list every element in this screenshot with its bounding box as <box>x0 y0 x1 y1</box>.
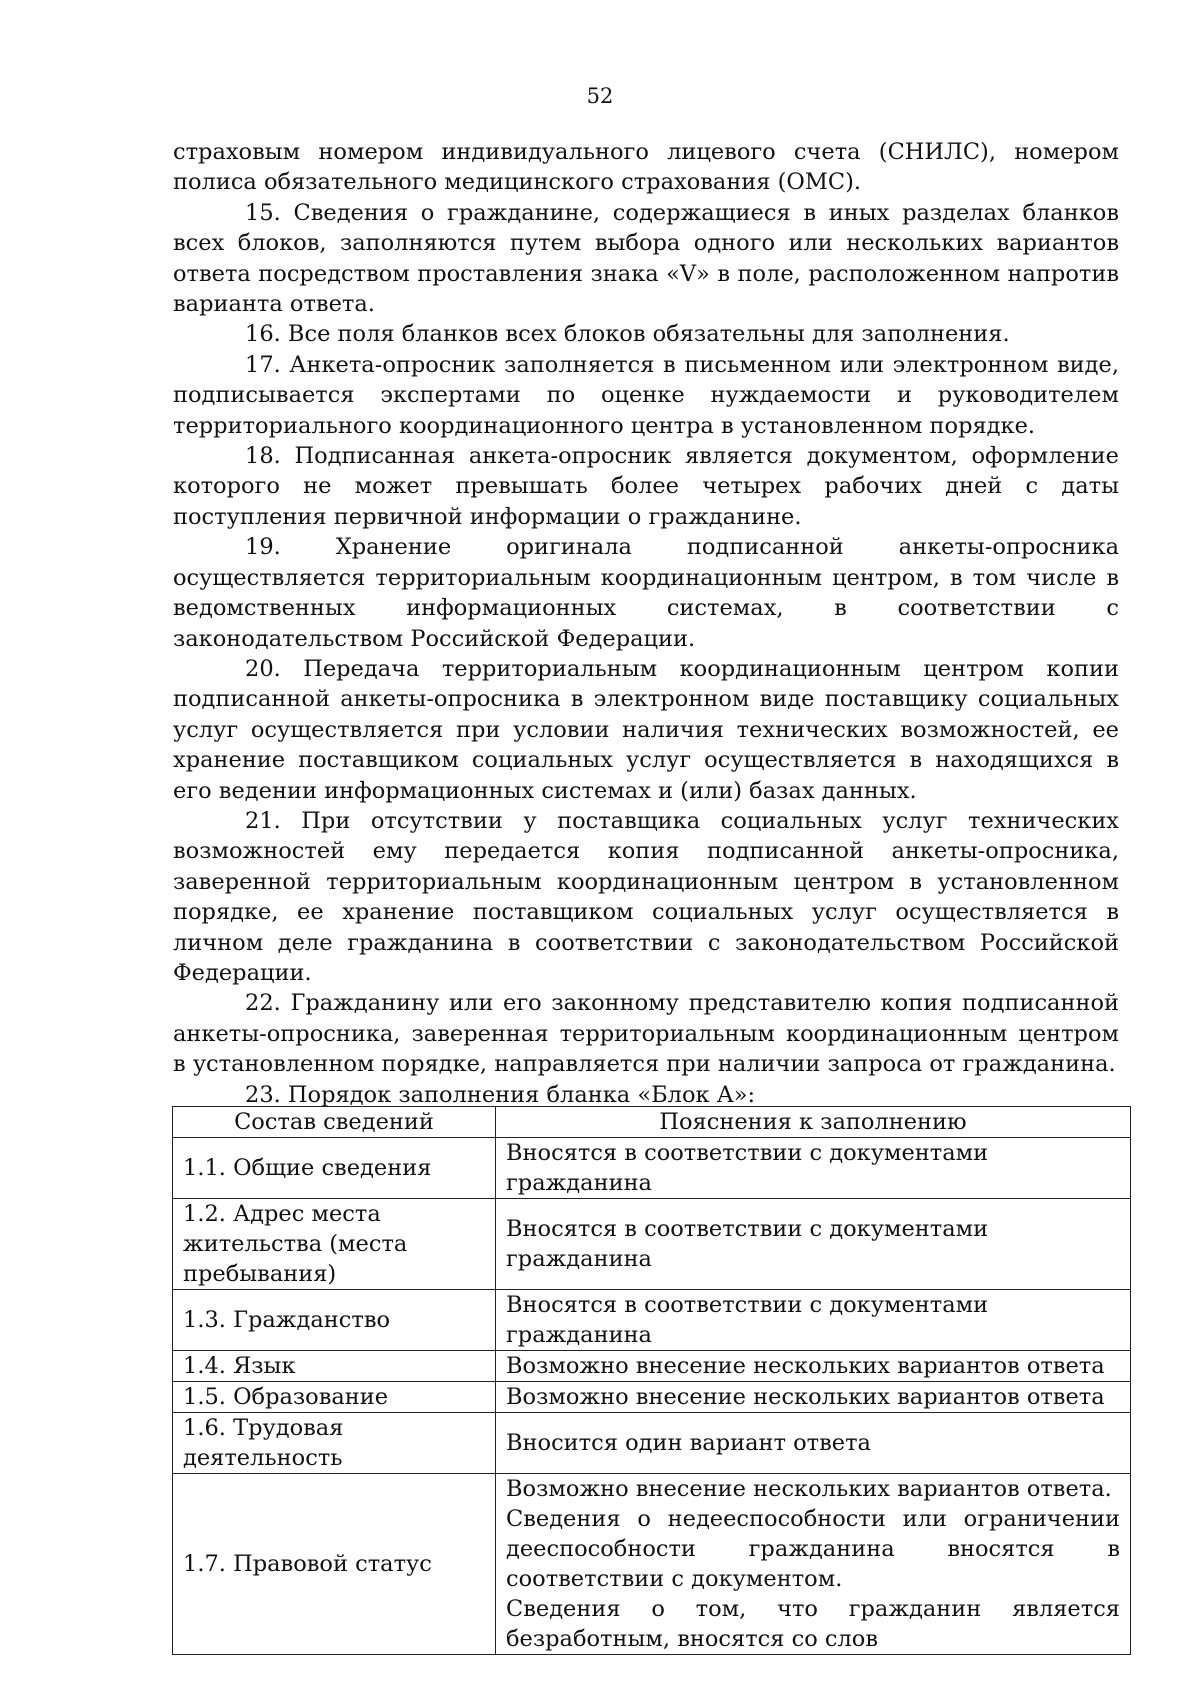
table-cell-note: Возможно внесение нескольких вариантов ответа <box>496 1382 1131 1413</box>
table-cell-item: 1.6. Трудовая деятельность <box>173 1413 496 1474</box>
table-cell-item: 1.5. Образование <box>173 1382 496 1413</box>
table-cell-item: 1.3. Гражданство <box>173 1290 496 1351</box>
table-cell-note: Вносятся в соответствии с документами гражданина <box>496 1138 1131 1199</box>
note-line: Сведения о недееспособности или ограничении дееспособности гражданина вносятся в соответствии с документом. <box>506 1506 1120 1592</box>
table-cell-note <box>496 1474 1131 1655</box>
filling-order-table <box>172 1106 1131 1655</box>
table-row <box>173 1413 1131 1474</box>
paragraph-22: 22. Гражданину или его законному представителю копия подписанной анкеты-опросника, заверенная территориальным координационным центром в установленном порядке, направляется при наличии запроса от гражданина. <box>173 990 1119 1078</box>
note-line: Возможно внесение нескольких вариантов ответа. <box>506 1476 1112 1502</box>
table-cell-item: 1.4. Язык <box>173 1351 496 1382</box>
table-header-row <box>173 1107 1131 1138</box>
paragraph-continuation: страховым номером индивидуального лицевого счета (СНИЛС), номером полиса обязательного медицинского страхования (ОМС). <box>173 139 1119 196</box>
paragraph-15: 15. Сведения о гражданине, содержащиеся в иных разделах бланков всех блоков, заполняются путем выбора одного или нескольких вариантов ответа посредством проставления знака «V» в поле, расположенном напротив варианта ответа. <box>173 199 1119 318</box>
table-row <box>173 1351 1131 1382</box>
column-header-explanation: Пояснения к заполнению <box>496 1107 1131 1138</box>
table-cell-note: Возможно внесение нескольких вариантов ответа <box>496 1351 1131 1382</box>
paragraph-16: 16. Все поля бланков всех блоков обязательны для заполнения. <box>245 321 1010 348</box>
paragraph-17: 17. Анкета-опросник заполняется в письменном или электронном виде, подписывается экспертами по оценке нуждаемости и руководителем территориального координационного центра в установленном порядке. <box>173 351 1119 439</box>
paragraph-18: 18. Подписанная анкета-опросник является документом, оформление которого не может превышать более четырех рабочих дней с даты поступления первичной информации о гражданине. <box>173 443 1119 530</box>
page-number: 52 <box>586 84 614 108</box>
block-a-table <box>172 1106 1130 1655</box>
table-cell-note: Вносится один вариант ответа <box>496 1413 1131 1474</box>
paragraph-23: 23. Порядок заполнения бланка «Блок А»: <box>245 1081 756 1108</box>
paragraph-21: 21. При отсутствии у поставщика социальных услуг технических возможностей ему передается копия подписанной анкеты-опросника, заверенной территориальным координационным центром в установленном порядке, ее хранение поставщиком социальных услуг осуществляется в личном деле гражданина в соответствии с законодательством Российской Федерации. <box>173 807 1119 986</box>
body-text <box>173 137 1119 1110</box>
note-line: Сведения о том, что гражданин является безработным, вносятся со слов <box>506 1596 1120 1652</box>
table-row <box>173 1382 1131 1413</box>
table-row <box>173 1474 1131 1655</box>
table-row <box>173 1199 1131 1290</box>
table-row <box>173 1138 1131 1199</box>
table-row <box>173 1290 1131 1351</box>
table-cell-item: 1.7. Правовой статус <box>173 1474 496 1655</box>
table-cell-note: Вносятся в соответствии с документами гражданина <box>496 1290 1131 1351</box>
paragraph-19: 19. Хранение оригинала подписанной анкеты-опросника осуществляется территориальным координационным центром, в том числе в ведомственных информационных системах, в соответствии с законодательством Российской Федерации. <box>173 534 1119 652</box>
table-cell-note: Вносятся в соответствии с документами гражданина <box>496 1199 1131 1290</box>
table-cell-item: 1.1. Общие сведения <box>173 1138 496 1199</box>
table-cell-item: 1.2. Адрес места жительства (места пребывания) <box>173 1199 496 1290</box>
paragraph-20: 20. Передача территориальным координационным центром копии подписанной анкеты-опросника в электронном виде поставщику социальных услуг осуществляется при условии наличия технических возможностей, ее хранение поставщиком социальных услуг осуществляется в находящихся в его ведении информационных системах и (или) базах данных. <box>173 655 1119 804</box>
column-header-composition: Состав сведений <box>173 1107 496 1138</box>
